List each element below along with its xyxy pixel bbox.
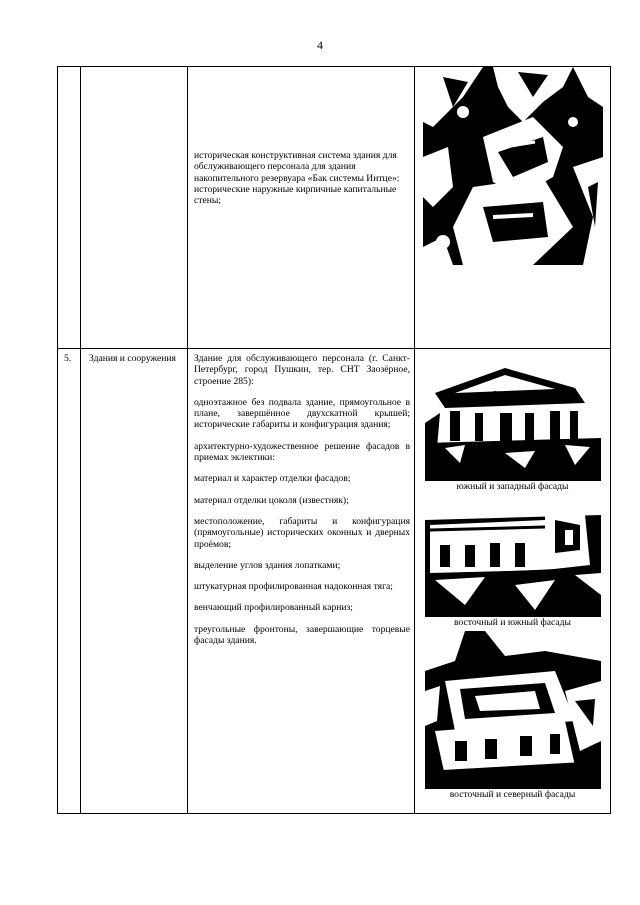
row-description-cell [188, 67, 415, 349]
east-north-facade-photo [425, 631, 601, 789]
description-line: материал отделки цоколя (известняк); [194, 494, 349, 506]
description-line: исторические наружные кирпичные капитальные стены; [194, 183, 397, 207]
row-category-cell [81, 67, 188, 349]
description-line: архитектурно-художественное решение фасадов в приемах эклектики: [194, 440, 410, 464]
description-line: местоположение, габариты и конфигурация (прямоугольные) исторических оконных и дверных проёмов; [194, 515, 410, 550]
row-photo-cell [415, 349, 611, 814]
photo-caption: южный и западный фасады [456, 481, 569, 492]
photo-caption: восточный и южный фасады [454, 617, 571, 628]
description-line: штукатурная профилированная надоконная тяга; [194, 581, 393, 593]
description-line: Здание для обслуживающего персонала (г. Санкт-Петербург, город Пушкин, тер. СНТ Заозёрное, строение 285): [194, 353, 410, 387]
east-south-facade-photo [425, 495, 601, 617]
description-line: историческая конструктивная система здания для обслуживающего персонала для здания накопительного резервуара «Бак системы Интце»: [194, 150, 400, 184]
row-description-cell [188, 349, 415, 814]
row-category-cell: Здания и сооружения [81, 349, 188, 814]
row-number-cell: 5. [58, 349, 81, 814]
table-row [58, 349, 611, 814]
description-line: одноэтажное без подвала здание, прямоугольное в плане, завершённое двухскатной крышей; исторические габариты и конфигурация здания; [194, 396, 410, 431]
south-west-facade-photo [425, 353, 601, 481]
description-line: выделение углов здания лопатками; [194, 559, 341, 571]
row-photo-cell [415, 67, 611, 349]
photo-caption: восточный и северный фасады [449, 789, 576, 800]
description-line: материал и характер отделки фасадов; [194, 473, 351, 485]
monument-features-table [57, 66, 611, 814]
tank-pipe-photo [423, 67, 603, 265]
page-number: 4 [317, 38, 323, 52]
table-row [58, 67, 611, 349]
description-line: венчающий профилированный карниз; [194, 602, 353, 614]
description-line: треугольные фронтоны, завершающие торцевые фасады здания. [194, 623, 410, 647]
row-number-cell [58, 67, 81, 349]
